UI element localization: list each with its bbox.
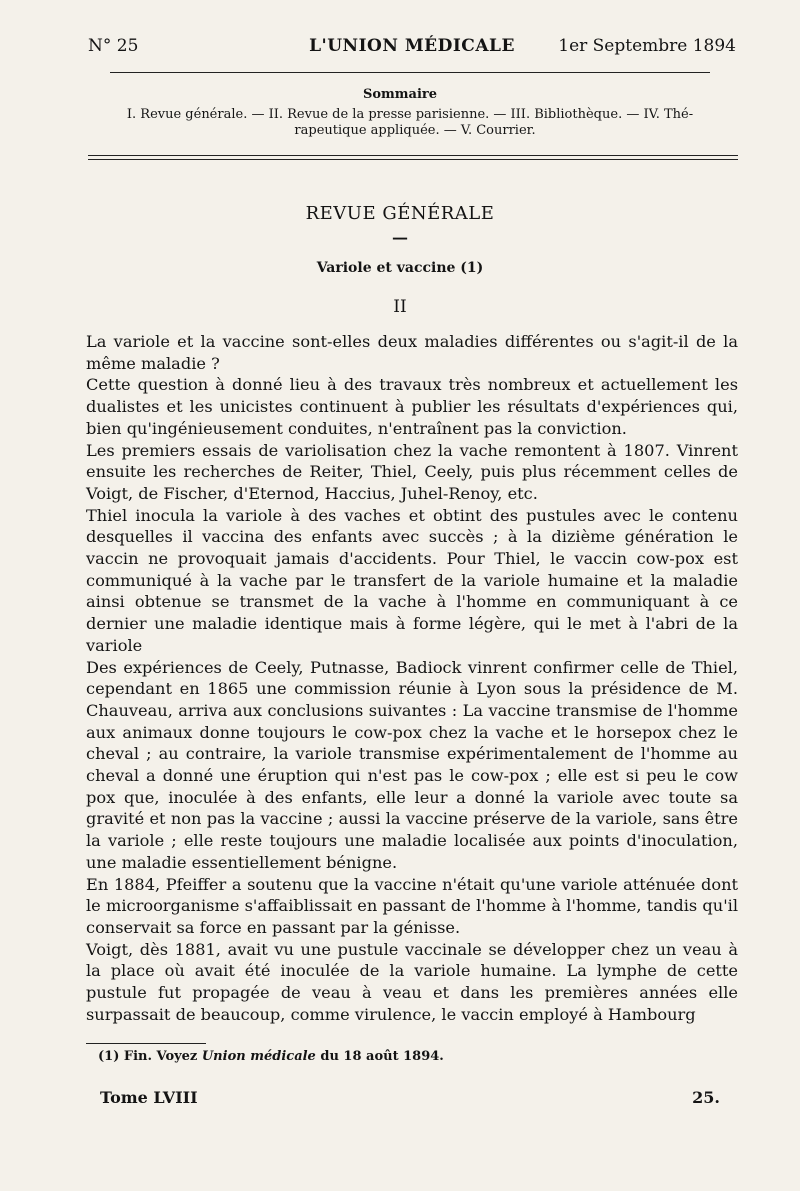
footnote-journal: Union médicale bbox=[201, 1049, 316, 1064]
part-number: II bbox=[393, 297, 407, 317]
journal-title: L'UNION MÉDICALE bbox=[309, 36, 515, 56]
paragraph: Thiel inocula la variole à des vaches et obtint des pustules avec le contenu desquelles il vaccina des enfants avec succès ; à la dizième génération le vaccin ne provoquait jamais d'accidents. Pour Thiel, le vaccin cow-pox est communiqué à la vache par le transfert de la variole humaine et la maladie ainsi obtenue se transmet de la vache à l'homme en communiquant à ce dernier une maladie identique mais à forme légère, qui le met à l'abri de la variole bbox=[86, 505, 738, 655]
sommaire-rule-bottom bbox=[88, 159, 738, 160]
paragraph: En 1884, Pfeiffer a soutenu que la vaccine n'était qu'une variole atténuée dont le microorganisme s'affaiblissait en passant de l'homme à l'homme, tandis qu'il conservait sa force en passant par la génisse. bbox=[86, 874, 738, 937]
article-title: Variole et vaccine (1) bbox=[316, 260, 484, 276]
footnote bbox=[98, 1049, 444, 1064]
header-rule bbox=[110, 72, 710, 73]
tome-label: Tome LVIII bbox=[100, 1088, 198, 1107]
sommaire-rule-top bbox=[88, 155, 738, 156]
sommaire-line-1: I. Revue générale. — II. Revue de la presse parisienne. — III. Bibliothèque. — IV. Thé- bbox=[126, 107, 694, 122]
issue-number: N° 25 bbox=[88, 36, 139, 56]
paragraph: La variole et la vaccine sont-elles deux maladies différentes ou s'agit-il de la même maladie ? bbox=[86, 332, 738, 373]
paragraph: Cette question à donné lieu à des travaux très nombreux et actuellement les dualistes et les unicistes continuent à publier les résultats d'expériences qui, bien qu'ingénieusement conduites, n'entraînent pas la conviction. bbox=[86, 375, 738, 438]
footnote-rule bbox=[86, 1043, 206, 1044]
section-dash: — bbox=[392, 228, 408, 247]
page-folio: 25. bbox=[692, 1088, 720, 1107]
issue-date: 1er Septembre 1894 bbox=[558, 36, 736, 56]
paragraph: Des expériences de Ceely, Putnasse, Badiock vinrent confirmer celle de Thiel, cependant en 1865 une commission réunie à Lyon sous la présidence de M. Chauveau, arriva aux conclusions suivantes : La vaccine transmise de l'homme aux animaux donne toujours le cow-pox chez la vache et le horsepox chez le cheval ; au contraire, la variole transmise expérimentalement de l'homme au cheval a donné une éruption qui n'est pas le cow-pox ; elle est si peu le cow pox que, inoculée à des enfants, elle leur a donné la variole avec toute sa gravité et non pas la vaccine ; aussi la vaccine préserve de la variole, sans être la variole ; elle reste toujours une maladie localisée aux points d'inoculation, une maladie essentiellement bénigne. bbox=[86, 657, 738, 872]
paragraph: Les premiers essais de variolisation chez la vache remontent à 1807. Vinrent ensuite les recherches de Reiter, Thiel, Ceely, puis plus récemment celles de Voigt, de Fischer, d'Eternod, Haccius, Juhel-Renoy, etc. bbox=[86, 440, 738, 503]
running-head bbox=[88, 36, 736, 64]
sommaire-line-2: rapeutique appliquée. — V. Courrier. bbox=[294, 123, 536, 138]
footnote-marker: (1) Fin. Voyez bbox=[98, 1049, 202, 1064]
sommaire-contents bbox=[70, 107, 750, 139]
section-heading: REVUE GÉNÉRALE bbox=[305, 203, 495, 224]
article-body bbox=[86, 331, 738, 1026]
paragraph: Voigt, dès 1881, avait vu une pustule vaccinale se développer chez un veau à la place où avait été inoculée de la variole humaine. La lymphe de cette pustule fut propagée de veau à veau et dans les premières années elle surpassait de beaucoup, comme virulence, le vaccin employé à Hambourg bbox=[86, 939, 738, 1024]
sommaire-heading: Sommaire bbox=[362, 87, 438, 102]
footnote-rest: du 18 août 1894. bbox=[315, 1049, 444, 1064]
